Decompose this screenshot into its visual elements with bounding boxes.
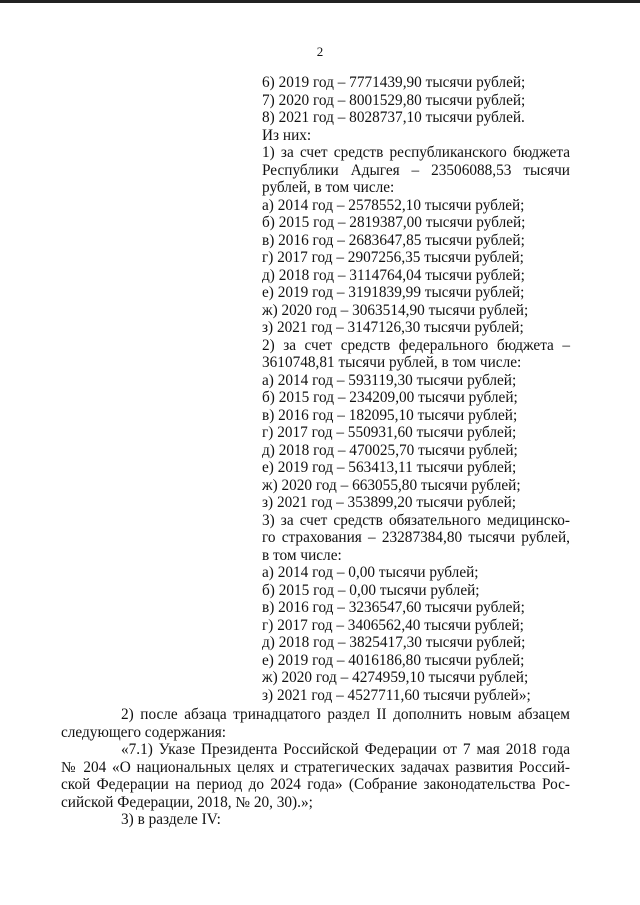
list-line: б) 2015 год – 0,00 тысячи рублей; <box>262 581 480 599</box>
paragraph-line: № 204 «О национальных целях и стратегических задачах развития Россий- <box>61 758 570 776</box>
list-line: го страхования – 23287384,80 тысячи рублей, <box>262 529 570 546</box>
list-line: г) 2017 год – 2907256,35 тысячи рублей; <box>262 249 524 266</box>
list-line: а) 2014 год – 0,00 тысячи рублей; <box>262 564 479 581</box>
list-line: д) 2018 год – 470025,70 тысячи рублей; <box>262 441 518 459</box>
list-line: а) 2014 год – 593119,30 тысячи рублей; <box>262 371 517 389</box>
amendment-text <box>61 706 570 829</box>
paragraph-line: сийской Федерации, 2018, № 20, 30).»; <box>61 793 313 811</box>
list-line: б) 2015 год – 2819387,00 тысячи рублей; <box>262 214 526 231</box>
list-line: д) 2018 год – 3114764,04 тысячи рублей; <box>262 266 525 284</box>
list-line: б) 2015 год – 234209,00 тысячи рублей; <box>262 389 518 406</box>
list-line: Республики Адыгея – 23506088,53 тысячи <box>262 161 570 179</box>
list-line: 2) за счет средств федерального бюджета – <box>262 336 570 354</box>
list-line: 1) за счет средств республиканского бюджета <box>262 144 570 161</box>
list-line: е) 2019 год – 4016186,80 тысячи рублей; <box>262 651 525 669</box>
list-line: г) 2017 год – 550931,60 тысячи рублей; <box>262 424 517 441</box>
list-line: 7) 2020 год – 8001529,80 тысячи рублей; <box>262 91 526 109</box>
list-line: а) 2014 год – 2578552,10 тысячи рублей; <box>262 196 525 214</box>
list-line: з) 2021 год – 4527711,60 тысячи рублей»; <box>262 686 531 704</box>
list-line: в) 2016 год – 3236547,60 тысячи рублей; <box>262 599 525 616</box>
list-line: д) 2018 год – 3825417,30 тысячи рублей; <box>262 634 526 651</box>
list-line: в) 2016 год – 2683647,85 тысячи рублей; <box>262 231 525 249</box>
list-line: Из них: <box>262 126 312 144</box>
list-line: ж) 2020 год – 4274959,10 тысячи рублей; <box>262 669 529 686</box>
list-line: 3610748,81 тысячи рублей, в том числе: <box>262 354 522 371</box>
page-number: 2 <box>316 44 324 59</box>
list-line: в) 2016 год – 182095,10 тысячи рублей; <box>262 406 518 424</box>
list-line: 6) 2019 год – 7771439,90 тысячи рублей; <box>262 74 526 91</box>
paragraph-line: следующего содержания: <box>61 723 227 741</box>
list-line: е) 2019 год – 3191839,99 тысячи рублей; <box>262 284 525 301</box>
list-line: з) 2021 год – 353899,20 тысячи рублей; <box>262 494 517 511</box>
paragraph-line: ской Федерации на период до 2024 года» (Собрание законодательства Рос- <box>61 776 570 793</box>
list-line: г) 2017 год – 3406562,40 тысячи рублей; <box>262 616 524 634</box>
list-line: в том числе: <box>262 546 342 564</box>
funding-list <box>262 74 570 704</box>
list-line: ж) 2020 год – 3063514,90 тысячи рублей; <box>262 301 529 319</box>
paragraph-line: «7.1) Указе Президента Российской Федерации от 7 мая 2018 года <box>121 741 570 758</box>
list-line: ж) 2020 год – 663055,80 тысячи рублей; <box>262 476 521 494</box>
list-line: е) 2019 год – 563413,11 тысячи рублей; <box>262 459 517 476</box>
list-line: 8) 2021 год – 8028737,10 тысячи рублей. <box>262 109 525 126</box>
paragraph-line: 2) после абзаца тринадцатого раздел II дополнить новым абзацем <box>121 706 570 723</box>
list-line: 3) за счет средств обязательного медицинско- <box>262 511 570 529</box>
paragraph-line: 3) в разделе IV: <box>121 811 221 828</box>
scan-top-edge <box>0 0 640 3</box>
list-line: рублей, в том числе: <box>262 179 395 196</box>
list-line: з) 2021 год – 3147126,30 тысячи рублей; <box>262 319 524 336</box>
